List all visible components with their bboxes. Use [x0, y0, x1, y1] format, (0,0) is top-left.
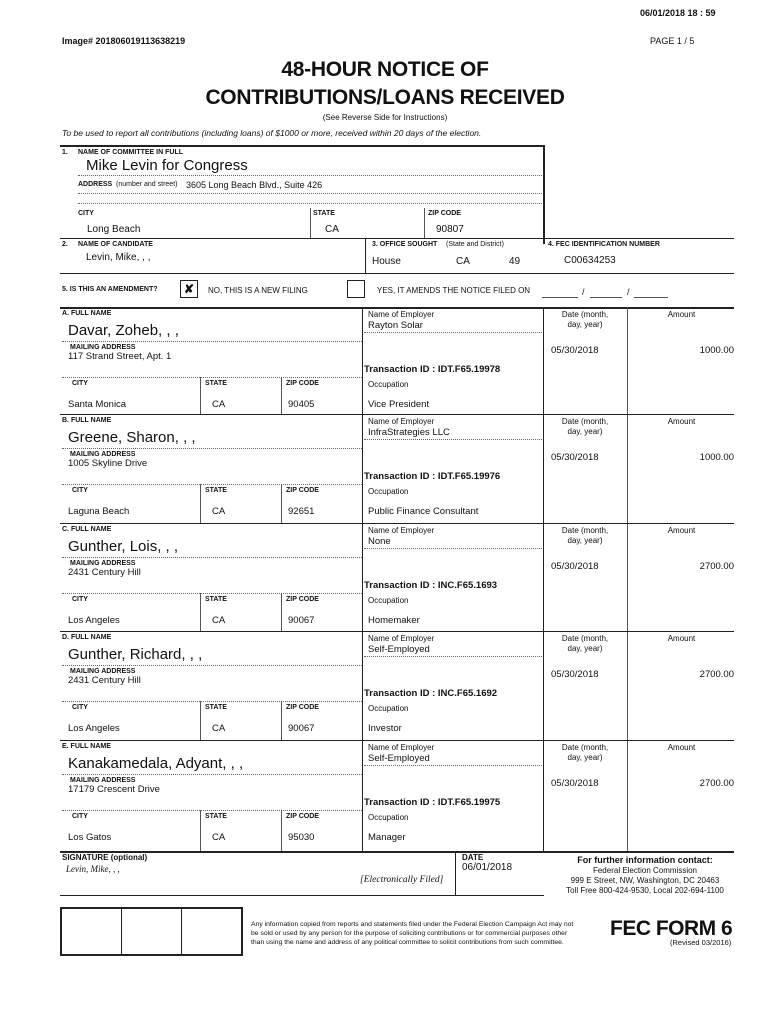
date-received: 05/30/2018 — [551, 669, 599, 680]
contributor-name: Davar, Zoheb, , , — [68, 322, 179, 339]
contact-line3: Toll Free 800-424-9530, Local 202-694-1100 — [566, 886, 724, 895]
contributor-state-label: STATE — [205, 380, 227, 387]
office-label: 3. OFFICE SOUGHT — [372, 241, 438, 248]
transaction-id: Transaction ID : INC.F65.1692 — [364, 688, 498, 699]
occupation-label: Occupation — [368, 813, 409, 822]
date-received-label-1: Date (month, — [561, 526, 609, 535]
contributor-zip: 90405 — [288, 399, 315, 410]
signature-date: 06/01/2018 — [462, 862, 513, 873]
employer-label: Name of Employer — [368, 634, 435, 643]
contributor-city-label: CITY — [72, 704, 88, 711]
signer-name: Levin, Mike, , , — [66, 864, 120, 874]
date-received-label-1: Date (month, — [561, 310, 609, 319]
contributor-zip: 92651 — [288, 506, 315, 517]
date-received-label-1: Date (month, — [561, 743, 609, 752]
date-received-label-2: day, year) — [567, 644, 603, 653]
contributor-occupation: Manager — [368, 832, 406, 843]
amount-label: Amount — [667, 526, 696, 535]
contributor-state: CA — [212, 723, 226, 734]
contributor-occupation: Vice President — [368, 399, 430, 410]
contributor-state-label: STATE — [205, 704, 227, 711]
contributor-address: 2431 Century Hill — [68, 567, 141, 578]
contributor-zip-label: ZIP CODE — [286, 487, 319, 494]
form-name: FEC FORM 6 — [610, 917, 733, 940]
contact-line2: 999 E Street, NW, Washington, DC 20463 — [570, 876, 720, 885]
form-title-line1: 48-HOUR NOTICE OF — [281, 58, 489, 81]
committee-city: Long Beach — [87, 224, 141, 235]
contributor-zip-label: ZIP CODE — [286, 813, 319, 820]
mailing-address-label: MAILING ADDRESS — [70, 344, 136, 351]
candidate-name: Levin, Mike, , , — [86, 252, 151, 263]
committee-address: 3605 Long Beach Blvd., Suite 426 — [186, 180, 323, 190]
date-received-label-2: day, year) — [567, 536, 603, 545]
contribution-amount: 1000.00 — [699, 345, 734, 356]
date-received-label-1: Date (month, — [561, 634, 609, 643]
amount-label: Amount — [667, 743, 696, 752]
contributor-name-label: C. FULL NAME — [62, 526, 112, 533]
amend-month-field[interactable] — [542, 297, 578, 298]
committee-name: Mike Levin for Congress — [86, 157, 248, 174]
contributor-city-label: CITY — [72, 813, 88, 820]
contributor-state-label: STATE — [205, 596, 227, 603]
fec-id: C00634253 — [564, 255, 616, 266]
contributor-state: CA — [212, 832, 226, 843]
contributor-occupation: Public Finance Consultant — [368, 506, 479, 517]
contributor-name-label: D. FULL NAME — [62, 634, 112, 641]
committee-city-label: CITY — [78, 210, 94, 217]
address-label: ADDRESS — [78, 181, 113, 188]
contributor-city-label: CITY — [72, 596, 88, 603]
contributor-employer: None — [368, 536, 391, 547]
office-state: CA — [456, 256, 470, 267]
contributor-name: Gunther, Richard, , , — [68, 646, 203, 663]
contributor-city-label: CITY — [72, 380, 88, 387]
revised-date: (Revised 03/2016) — [670, 938, 732, 947]
committee-zip: 90807 — [436, 224, 464, 235]
contributor-employer: Self-Employed — [368, 644, 430, 655]
transaction-id: Transaction ID : INC.F65.1693 — [364, 580, 498, 591]
yes-amends-checkbox[interactable] — [347, 280, 365, 298]
usage-notice: Any information copied from reports and statements filed under the Federal Election Campaign Act may not be sold or used by any person for the purpose of soliciting contributions or for commercial purposes other than using the name and address of any political committee to solicit contributions from such committee. — [251, 921, 574, 946]
contributor-employer: InfraStrategies LLC — [368, 427, 450, 438]
committee-num: 1. — [62, 149, 68, 156]
contributor-state: CA — [212, 506, 226, 517]
contributor-address: 1005 Skyline Drive — [68, 458, 148, 469]
contact-heading: For further information contact: — [577, 855, 713, 865]
no-new-filing-checkbox[interactable]: ✘ — [180, 280, 198, 298]
contributor-city: Santa Monica — [68, 399, 127, 410]
amount-label: Amount — [667, 417, 696, 426]
contact-line1: Federal Election Commission — [592, 866, 698, 875]
committee-state: CA — [325, 224, 339, 235]
fec-id-label: 4. FEC IDENTIFICATION NUMBER — [548, 241, 660, 248]
no-new-filing-label: NO, THIS IS A NEW FILING — [208, 286, 308, 295]
see-reverse-note: (See Reverse Side for Instructions) — [322, 113, 448, 122]
contribution-amount: 2700.00 — [699, 561, 734, 572]
contributor-employer: Self-Employed — [368, 753, 430, 764]
date-received-label-1: Date (month, — [561, 417, 609, 426]
amend-year-field[interactable] — [634, 297, 668, 298]
contributor-city: Los Angeles — [68, 723, 120, 734]
employer-label: Name of Employer — [368, 310, 435, 319]
contributor-state: CA — [212, 615, 226, 626]
contribution-amount: 1000.00 — [699, 452, 734, 463]
date-received: 05/30/2018 — [551, 345, 599, 356]
transaction-id: Transaction ID : IDT.F65.19975 — [364, 797, 501, 808]
employer-label: Name of Employer — [368, 526, 435, 535]
office-sought: House — [372, 256, 401, 267]
contributor-city-label: CITY — [72, 487, 88, 494]
employer-label: Name of Employer — [368, 417, 435, 426]
contributor-zip-label: ZIP CODE — [286, 596, 319, 603]
committee-state-label: STATE — [313, 210, 335, 217]
amount-label: Amount — [667, 634, 696, 643]
amend-day-field[interactable] — [590, 297, 622, 298]
date-received: 05/30/2018 — [551, 561, 599, 572]
contributor-employer: Rayton Solar — [368, 320, 423, 331]
amount-label: Amount — [667, 310, 696, 319]
address-hint: (number and street) — [116, 181, 178, 188]
contributor-zip-label: ZIP CODE — [286, 704, 319, 711]
committee-name-label: NAME OF COMMITTEE IN FULL — [78, 149, 183, 156]
committee-zip-label: ZIP CODE — [428, 210, 461, 217]
contributor-occupation: Homemaker — [368, 615, 420, 626]
contributor-zip: 90067 — [288, 615, 315, 626]
contributor-address: 2431 Century Hill — [68, 675, 141, 686]
contributor-address: 117 Strand Street, Apt. 1 — [68, 351, 172, 362]
contributor-name-label: A. FULL NAME — [62, 310, 112, 317]
page-number: PAGE 1 / 5 — [650, 36, 695, 46]
contributor-zip-label: ZIP CODE — [286, 380, 319, 387]
amendment-label: 5. IS THIS AN AMENDMENT? — [62, 286, 158, 293]
transaction-id: Transaction ID : IDT.F65.19976 — [364, 471, 501, 482]
contributor-state: CA — [212, 399, 226, 410]
occupation-label: Occupation — [368, 380, 409, 389]
date-received-label-2: day, year) — [567, 753, 603, 762]
candidate-label: NAME OF CANDIDATE — [78, 241, 153, 248]
form-title-line2: CONTRIBUTIONS/LOANS RECEIVED — [205, 86, 565, 109]
contributor-name: Kanakamedala, Adyant, , , — [68, 755, 244, 772]
contributor-city: Laguna Beach — [68, 506, 130, 517]
timestamp: 06/01/2018 18 : 59 — [640, 8, 716, 18]
contributor-zip: 95030 — [288, 832, 315, 843]
yes-amends-label: YES, IT AMENDS THE NOTICE FILED ON — [377, 286, 531, 295]
image-id: Image# 201806019113638219 — [62, 36, 186, 46]
occupation-label: Occupation — [368, 596, 409, 605]
contributor-city: Los Angeles — [68, 615, 120, 626]
mailing-address-label: MAILING ADDRESS — [70, 560, 136, 567]
date-received: 05/30/2018 — [551, 452, 599, 463]
contributor-name-label: B. FULL NAME — [62, 417, 112, 424]
contributor-name-label: E. FULL NAME — [62, 743, 111, 750]
date-received-label-2: day, year) — [567, 320, 603, 329]
contributor-address: 17179 Crescent Drive — [68, 784, 160, 795]
transaction-id: Transaction ID : IDT.F65.19978 — [364, 364, 501, 375]
contributor-occupation: Investor — [368, 723, 402, 734]
employer-label: Name of Employer — [368, 743, 435, 752]
mailing-address-label: MAILING ADDRESS — [70, 777, 136, 784]
contribution-amount: 2700.00 — [699, 669, 734, 680]
office-district: 49 — [509, 256, 521, 267]
contributor-city: Los Gatos — [68, 832, 112, 843]
occupation-label: Occupation — [368, 487, 409, 496]
candidate-num: 2. — [62, 241, 68, 248]
office-use-box — [60, 907, 243, 956]
occupation-label: Occupation — [368, 704, 409, 713]
contributor-state-label: STATE — [205, 487, 227, 494]
contributor-name: Greene, Sharon, , , — [68, 429, 196, 446]
office-hint: (State and District) — [446, 241, 504, 248]
date-received: 05/30/2018 — [551, 778, 599, 789]
contributor-name: Gunther, Lois, , , — [68, 538, 179, 555]
instruction-text: To be used to report all contributions (including loans) of $1000 or more, received within 20 days of the election. — [62, 128, 482, 138]
date-label: DATE — [462, 853, 484, 862]
contributor-zip: 90067 — [288, 723, 315, 734]
contributor-state-label: STATE — [205, 813, 227, 820]
mailing-address-label: MAILING ADDRESS — [70, 668, 136, 675]
contribution-amount: 2700.00 — [699, 778, 734, 789]
electronically-filed: [Electronically Filed] — [360, 875, 444, 885]
mailing-address-label: MAILING ADDRESS — [70, 451, 136, 458]
signature-label: SIGNATURE (optional) — [62, 853, 148, 862]
date-received-label-2: day, year) — [567, 427, 603, 436]
